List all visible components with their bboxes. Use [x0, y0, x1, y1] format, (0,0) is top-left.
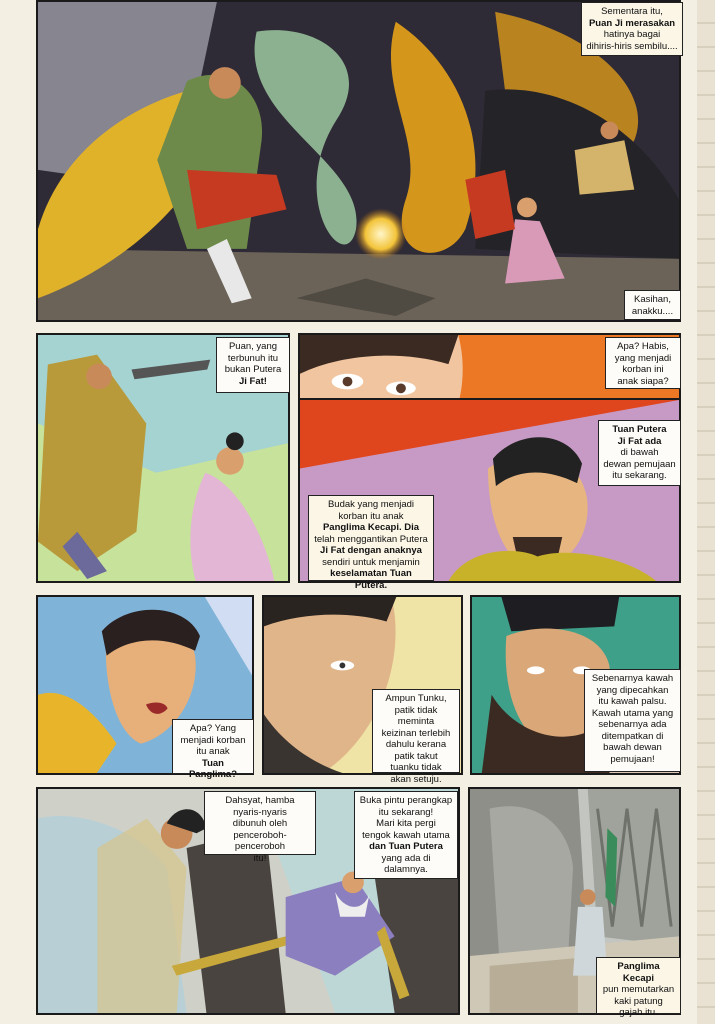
page-edge	[697, 0, 715, 1024]
panel-4	[298, 398, 681, 591]
bubble-line: itu kawah palsu.	[598, 696, 667, 707]
bubble-line: Mari kita pergi	[376, 818, 436, 829]
caption-line: telah menggantikan Putera	[314, 533, 428, 545]
panel-1	[36, 0, 681, 322]
caption-line: pun memutarkan	[602, 984, 675, 995]
bubble-line: itu sekarang!	[378, 806, 434, 818]
caption-line: sendiri untuk menjamin	[322, 556, 420, 568]
panel-8-speech-bubble-a	[204, 791, 316, 864]
bubble-line: nyaris-nyaris	[233, 806, 287, 818]
bubble-line: Buka pintu perangkap	[359, 795, 453, 806]
bubble-line: tuanku tidak	[390, 762, 442, 773]
bubble-line: Kawah utama yang	[591, 707, 674, 719]
bubble-line: Ampun Tunku,	[385, 693, 447, 704]
bubble-line: bukan Putera	[224, 364, 282, 375]
bubble-line: sebenarnya ada	[598, 719, 667, 730]
bubble-line: Tuan Panglima?	[188, 757, 238, 780]
caption-line: gajah itu.	[619, 1007, 658, 1018]
caption-line: dihiris-hiris sembilu....	[586, 40, 678, 52]
bubble-line: anakku....	[631, 305, 674, 317]
bubble-line: Apa? Yang	[189, 723, 237, 734]
bubble-line: dewan pemujaan	[603, 458, 676, 470]
bubble-line: ditempatkan di	[601, 730, 664, 742]
bubble-line: itu anak	[196, 746, 230, 757]
panel-4-speech-bubble	[598, 420, 681, 486]
bubble-line: dahulu kerana	[385, 739, 447, 750]
panel-7	[470, 595, 681, 775]
panel-8-speech-bubble-b	[354, 791, 458, 879]
bubble-line: patik tidak meminta	[394, 704, 438, 727]
bubble-line: itu!	[253, 852, 267, 864]
panel-5-speech-bubble	[172, 719, 254, 780]
bubble-line: bawah dewan	[603, 742, 662, 753]
panel-9	[468, 787, 681, 1018]
bubble-line: itu sekarang.	[612, 470, 667, 481]
bubble-line: pemujaan!	[610, 753, 655, 765]
bubble-line: tengok kawah utama	[362, 829, 450, 841]
caption-line: kaki patung	[614, 995, 663, 1007]
bubble-line: menjadi korban	[180, 734, 246, 746]
bubble-line: yang ada di	[381, 852, 431, 864]
panel-5	[36, 595, 254, 780]
bubble-line: akan setuju.	[390, 773, 442, 785]
caption-line: korban itu anak	[338, 510, 404, 522]
bubble-line: penceroboh-penceroboh	[233, 829, 287, 852]
panel-1-speech-bubble	[624, 290, 681, 320]
caption-line: Budak yang menjadi	[327, 499, 415, 510]
caption-line: keselamatan Tuan Putera.	[330, 568, 412, 591]
bubble-line: korban ini	[622, 364, 664, 375]
panel-4-caption	[308, 495, 434, 591]
bubble-line: dalamnya.	[384, 864, 428, 875]
caption-line: Sementara itu,	[601, 6, 663, 17]
bubble-line: Ji Fat!	[239, 375, 267, 387]
bubble-line: terbunuh itu	[227, 352, 279, 364]
bubble-line: dibunuh oleh	[232, 818, 288, 829]
panel-2	[36, 333, 290, 583]
caption-line: Puan Ji merasakan	[588, 17, 676, 29]
bubble-line: Kasihan,	[634, 294, 671, 305]
bubble-line: Tuan Putera	[612, 424, 667, 435]
bubble-line: Ji Fat ada	[617, 435, 662, 447]
bubble-line: Apa? Habis,	[617, 341, 669, 352]
panel-1-caption	[581, 2, 683, 56]
bubble-line: Sebenarnya kawah	[591, 673, 674, 684]
caption-line: Panglima Kecapi. Dia	[322, 522, 420, 533]
bubble-line: keizinan terlebih	[381, 727, 451, 739]
caption-line: hatinya bagai	[603, 29, 661, 40]
panel-8	[36, 787, 460, 1015]
bubble-line: patik takut	[394, 750, 438, 762]
caption-line: Panglima Kecapi	[617, 961, 660, 984]
panel-7-speech-bubble	[584, 669, 681, 772]
panel-6	[262, 595, 463, 785]
bubble-line: yang menjadi	[614, 352, 672, 364]
bubble-line: yang dipecahkan	[596, 684, 669, 696]
bubble-line: Dahsyat, hamba	[225, 795, 295, 806]
caption-line: Ji Fat dengan anaknya	[320, 545, 422, 556]
panel-2-speech-bubble	[216, 337, 290, 393]
bubble-line: di bawah	[620, 447, 659, 458]
bubble-line: dan Tuan Putera	[369, 841, 443, 852]
panel-6-speech-bubble	[372, 689, 460, 785]
panel-9-caption	[596, 957, 681, 1018]
panel-3-speech-bubble	[605, 337, 681, 389]
bubble-line: Puan, yang	[228, 341, 278, 352]
bubble-line: anak siapa?	[617, 375, 669, 387]
